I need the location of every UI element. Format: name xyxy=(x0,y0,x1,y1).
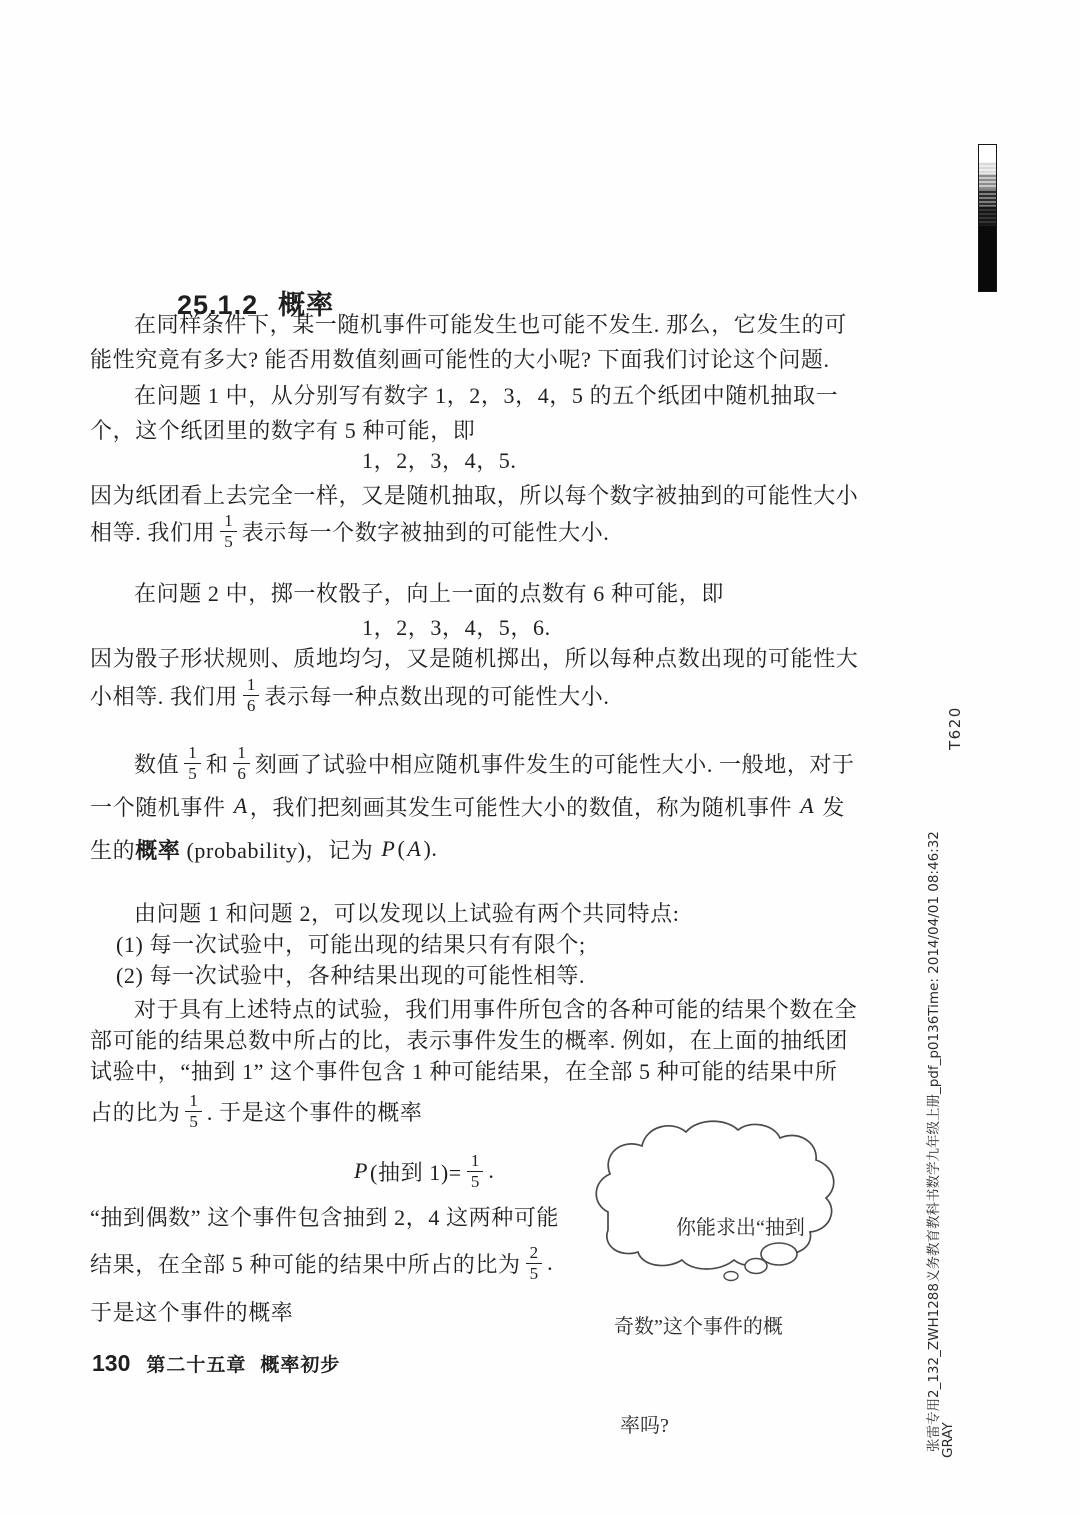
page-number: 130 xyxy=(92,1350,131,1376)
fraction-denominator: 5 xyxy=(470,1171,480,1191)
fraction-numerator: 1 xyxy=(243,675,260,696)
text-line xyxy=(90,414,475,444)
text-segment: 于是这个事件的概率 xyxy=(90,1299,294,1325)
text-segment: 概率 xyxy=(135,837,181,863)
text-segment: ( xyxy=(397,836,406,861)
text-segment: 结果，在全部 5 种可能的结果中所占的比为 xyxy=(90,1251,521,1277)
text-line xyxy=(90,834,437,864)
text-line xyxy=(134,738,855,788)
print-code: T620 xyxy=(946,706,964,750)
text-segment: ). xyxy=(423,836,438,861)
math-variable: A xyxy=(800,793,815,818)
text-segment: 能性究竟有多大? 能否用数值刻画可能性的大小呢? 下面我们讨论这个问题. xyxy=(90,346,830,372)
text-segment: 因为纸团看上去完全一样，又是随机抽取，所以每个数字被抽到的可能性大小 xyxy=(90,482,859,508)
text-segment: 和 xyxy=(205,751,229,777)
grayscale-calibration-strip xyxy=(978,144,997,292)
text-segment: 一个随机事件 xyxy=(90,794,232,820)
text-segment: 相等. 我们用 xyxy=(90,519,216,545)
section-label: 概率初步 xyxy=(260,1355,341,1376)
fraction xyxy=(184,743,201,784)
text-segment: (probability)，记为 xyxy=(180,837,380,863)
watermark xyxy=(926,831,956,1458)
fraction xyxy=(467,1151,484,1192)
watermark-line: GRAY xyxy=(940,1422,956,1458)
fraction-denominator: 5 xyxy=(529,1263,539,1283)
page-footer xyxy=(92,1350,340,1377)
text-segment: ，我们把刻画其发生可能性大小的数值，称为随机事件 xyxy=(249,794,799,820)
bubble-line: 率吗? xyxy=(620,1415,669,1437)
fraction-denominator: 5 xyxy=(189,1111,198,1131)
text-segment: 1，2，3，4，5. xyxy=(362,447,517,473)
text-segment: . xyxy=(547,1250,554,1275)
text-line xyxy=(134,993,857,1023)
text-line xyxy=(90,1296,293,1326)
fraction-numerator: 1 xyxy=(220,511,237,532)
section-number: 25.1.2 xyxy=(177,290,259,320)
text-segment: 部可能的结果总数中所占的比，表示事件发生的概率. 例如，在上面的抽纸团 xyxy=(90,1027,849,1053)
text-line xyxy=(90,343,830,373)
bubble-text xyxy=(614,1146,819,1509)
text-segment: 发 xyxy=(816,794,846,820)
text-line xyxy=(134,577,724,607)
watermark-line: 张雷专用2_132_ZWH1288义务教育教科书数学九年级上册_pdf_p0136Time: 2014/04/01 08:46:32 xyxy=(926,831,942,1452)
text-line xyxy=(90,506,609,556)
text-line xyxy=(134,308,847,338)
thought-bubble xyxy=(588,1116,844,1437)
fraction-numerator: 1 xyxy=(233,743,250,764)
fraction xyxy=(243,675,260,716)
text-segment: 占的比为 xyxy=(90,1099,181,1125)
text-segment: 在同样条件下，某一随机事件可能发生也可能不发生. 那么，它发生的可 xyxy=(134,311,847,337)
math-variable: A xyxy=(233,793,248,818)
text-segment: 表示每一种点数出现的可能性大小. xyxy=(264,683,610,709)
fraction xyxy=(185,1091,202,1132)
fraction-denominator: 5 xyxy=(188,763,197,783)
text-segment: 生的 xyxy=(90,837,136,863)
text-line xyxy=(362,444,517,474)
text-segment: (2) 每一次试验中，各种结果出现的可能性相等. xyxy=(116,962,586,988)
fraction xyxy=(220,511,237,552)
fraction-numerator: 1 xyxy=(467,1151,484,1172)
text-line xyxy=(352,1146,494,1196)
section-title: 概率 xyxy=(278,290,335,320)
text-segment: . xyxy=(488,1158,495,1183)
bubble-line: 奇数”这个事件的概 xyxy=(614,1316,783,1338)
text-segment: . 于是这个事件的概率 xyxy=(206,1099,423,1125)
chapter-label: 第二十五章 xyxy=(146,1355,247,1376)
text-line xyxy=(90,479,858,509)
text-line xyxy=(116,928,586,958)
text-segment: 在问题 1 中，从分别写有数字 1，2，3，4，5 的五个纸团中随机抽取一 xyxy=(134,382,839,408)
text-segment: 小相等. 我们用 xyxy=(90,683,238,709)
fraction-denominator: 6 xyxy=(237,763,246,783)
text-line xyxy=(134,379,838,409)
text-segment: 表示每一个数字被抽到的可能性大小. xyxy=(241,519,610,545)
text-line xyxy=(90,670,609,720)
text-line xyxy=(90,1024,848,1054)
fraction-numerator: 1 xyxy=(185,1091,202,1112)
text-line xyxy=(90,1055,838,1085)
text-segment: 个，这个纸团里的数字有 5 种可能，即 xyxy=(90,417,476,443)
fraction xyxy=(526,1243,543,1284)
bubble-line: 你能求出“抽到 xyxy=(676,1217,805,1239)
text-line xyxy=(90,791,845,821)
text-segment: 刻画了试验中相应随机事件发生的可能性大小. 一般地，对于 xyxy=(254,751,855,777)
text-line xyxy=(116,959,585,989)
text-line xyxy=(90,1086,423,1136)
text-segment: 在问题 2 中，掷一枚骰子，向上一面的点数有 6 种可能，即 xyxy=(134,580,725,606)
fraction-numerator: 1 xyxy=(184,743,201,764)
fraction-numerator: 2 xyxy=(526,1243,543,1264)
fraction xyxy=(233,743,250,784)
text-line xyxy=(90,1238,553,1288)
fraction-denominator: 5 xyxy=(224,531,233,551)
text-segment: 对于具有上述特点的试验，我们用事件所包含的各种可能的结果个数在全 xyxy=(134,996,858,1022)
text-line xyxy=(362,611,551,641)
text-line xyxy=(134,897,679,927)
text-segment: 1，2，3，4，5，6. xyxy=(362,614,551,640)
text-segment: “抽到偶数” 这个事件包含抽到 2，4 这两种可能 xyxy=(90,1204,560,1230)
text-segment: 数值 xyxy=(134,751,180,777)
text-line xyxy=(90,1201,559,1231)
fraction-denominator: 6 xyxy=(246,695,256,715)
text-line xyxy=(90,642,858,672)
text-segment: (1) 每一次试验中，可能出现的结果只有有限个; xyxy=(116,931,586,957)
text-segment: 因为骰子形状规则、质地均匀，又是随机掷出，所以每种点数出现的可能性大 xyxy=(90,645,859,671)
text-segment: 试验中，“抽到 1” 这个事件包含 1 种可能结果，在全部 5 种可能的结果中所 xyxy=(90,1058,838,1084)
math-variable: P xyxy=(381,836,396,861)
math-variable: A xyxy=(407,836,422,861)
math-variable: P xyxy=(354,1158,369,1183)
text-segment: (抽到 1)= xyxy=(370,1159,462,1185)
text-segment: 由问题 1 和问题 2，可以发现以上试验有两个共同特点: xyxy=(134,900,680,926)
